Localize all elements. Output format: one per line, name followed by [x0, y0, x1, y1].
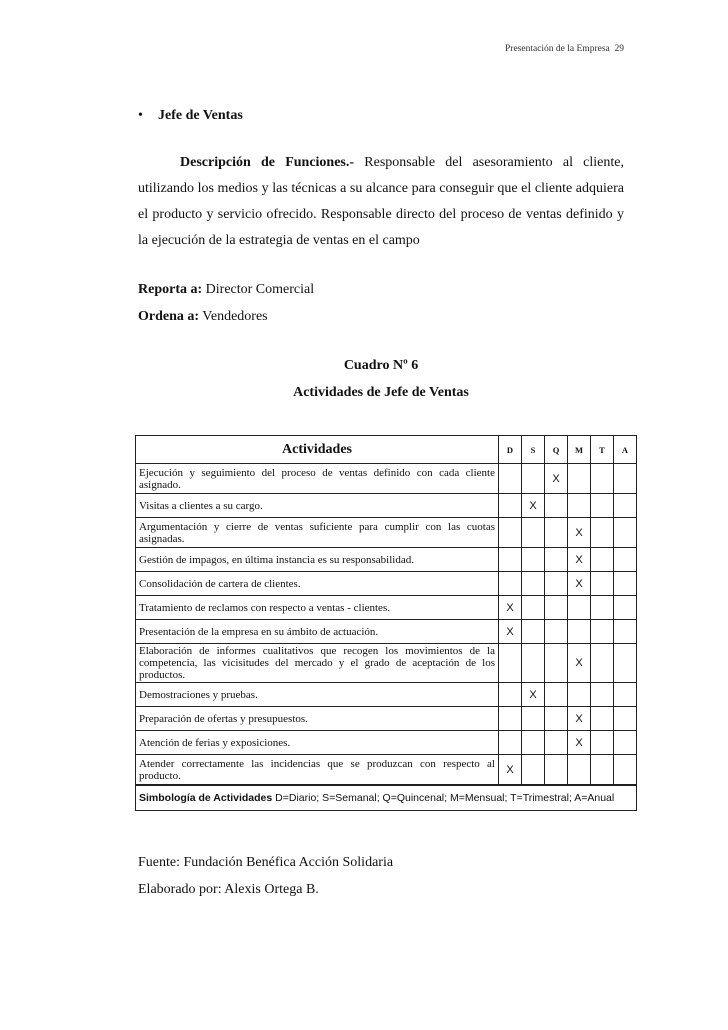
mark-cell-d [499, 707, 522, 731]
mark-cell-d [499, 572, 522, 596]
table-row [136, 572, 637, 596]
mark-cell-d: X [499, 596, 522, 620]
mark-cell-s: X [522, 494, 545, 518]
source-line: Fuente: Fundación Benéfica Acción Solidaria [138, 855, 394, 870]
ordena-value: Vendedores [199, 309, 268, 324]
table-row [136, 620, 637, 644]
mark-cell-m: X [568, 731, 591, 755]
page-number: 29 [614, 44, 624, 54]
table-header-row [136, 436, 637, 464]
mark-cell-t [591, 548, 614, 572]
ordena-line [138, 309, 268, 325]
mark-cell-q [545, 572, 568, 596]
mark-cell-q [545, 683, 568, 707]
running-title: Presentación de la Empresa [505, 44, 610, 54]
mark-cell-s [522, 755, 545, 786]
mark-cell-t [591, 572, 614, 596]
mark-cell-t [591, 755, 614, 786]
table-number: Cuadro Nº 6 [343, 358, 419, 373]
mark-cell-a [614, 731, 637, 755]
reporta-line [138, 282, 314, 298]
mark-cell-d [499, 518, 522, 548]
mark-cell-s [522, 596, 545, 620]
mark-cell-a [614, 644, 637, 683]
mark-cell-q [545, 494, 568, 518]
table-row [136, 644, 637, 683]
mark-cell-t [591, 644, 614, 683]
running-header [505, 44, 624, 54]
reporta-value: Director Comercial [202, 282, 315, 297]
mark-cell-m [568, 596, 591, 620]
activity-cell: Atender correctamente las incidencias que se produzcan con respecto al producto. [136, 755, 499, 786]
legend-label: Simbología de Actividades [139, 792, 273, 804]
table-row [136, 518, 637, 548]
author-line: Elaborado por: Alexis Ortega B. [138, 882, 319, 897]
table-row [136, 494, 637, 518]
table-row [136, 731, 637, 755]
activity-cell: Atención de ferias y exposiciones. [136, 731, 499, 755]
mark-cell-s [522, 464, 545, 494]
mark-cell-q [545, 596, 568, 620]
mark-cell-m: X [568, 548, 591, 572]
table-row [136, 596, 637, 620]
mark-cell-t [591, 494, 614, 518]
mark-cell-m: X [568, 707, 591, 731]
mark-cell-a [614, 494, 637, 518]
activity-cell: Demostraciones y pruebas. [136, 683, 499, 707]
mark-cell-s: X [522, 683, 545, 707]
table-row [136, 683, 637, 707]
mark-cell-m [568, 464, 591, 494]
activity-cell: Argumentación y cierre de ventas suficiente para cumplir con las cuotas asignadas. [136, 518, 499, 548]
mark-cell-s [522, 548, 545, 572]
table-row [136, 707, 637, 731]
activity-cell: Presentación de la empresa en su ámbito de actuación. [136, 620, 499, 644]
mark-cell-t [591, 596, 614, 620]
activities-table [135, 435, 637, 811]
bullet-icon: • [138, 108, 143, 123]
ordena-label: Ordena a: [138, 309, 200, 324]
mark-cell-d: X [499, 755, 522, 786]
activity-cell: Ejecución y seguimiento del proceso de ventas definido con cada cliente asignado. [136, 464, 499, 494]
reporta-label: Reporta a: [138, 282, 203, 297]
legend-cell [136, 785, 637, 811]
mark-cell-t [591, 464, 614, 494]
table-body [136, 464, 637, 786]
description-label: Descripción de Funciones.- [180, 155, 355, 170]
mark-cell-a [614, 548, 637, 572]
freq-header-m: M [568, 436, 591, 464]
activity-cell: Tratamiento de reclamos con respecto a ventas - clientes. [136, 596, 499, 620]
mark-cell-q [545, 644, 568, 683]
mark-cell-q [545, 518, 568, 548]
mark-cell-m [568, 755, 591, 786]
mark-cell-d [499, 731, 522, 755]
mark-cell-a [614, 707, 637, 731]
mark-cell-a [614, 620, 637, 644]
freq-header-a: A [614, 436, 637, 464]
mark-cell-m [568, 620, 591, 644]
activity-column-header: Actividades [136, 436, 499, 464]
mark-cell-t [591, 707, 614, 731]
mark-cell-d [499, 683, 522, 707]
mark-cell-q [545, 755, 568, 786]
mark-cell-s [522, 707, 545, 731]
activity-cell: Visitas a clientes a su cargo. [136, 494, 499, 518]
mark-cell-s [522, 572, 545, 596]
mark-cell-t [591, 683, 614, 707]
freq-header-s: S [522, 436, 545, 464]
activity-cell: Preparación de ofertas y presupuestos. [136, 707, 499, 731]
mark-cell-q [545, 731, 568, 755]
mark-cell-q [545, 620, 568, 644]
mark-cell-m: X [568, 518, 591, 548]
mark-cell-q: X [545, 464, 568, 494]
description-text: Responsable del asesoramiento al cliente, utilizando los medios y las técnicas a su alcance para conseguir que el cliente adquiera el producto y servicio ofrecido. Responsable directo del proceso de ventas definido y la ejecución de la estrategia de ventas en el campo [138, 155, 624, 248]
mark-cell-a [614, 683, 637, 707]
mark-cell-d [499, 494, 522, 518]
mark-cell-s [522, 518, 545, 548]
freq-header-q: Q [545, 436, 568, 464]
activity-cell: Elaboración de informes cualitativos que recogen los movimientos de la competencia, las vicisitudes del mercado y el grado de aceptación de los productos. [136, 644, 499, 683]
table-row [136, 755, 637, 786]
table-row [136, 548, 637, 572]
mark-cell-t [591, 731, 614, 755]
activity-cell: Consolidación de cartera de clientes. [136, 572, 499, 596]
mark-cell-a [614, 596, 637, 620]
description-paragraph [138, 150, 624, 254]
mark-cell-s [522, 731, 545, 755]
legend-text: D=Diario; S=Semanal; Q=Quincenal; M=Mensual; T=Trimestral; A=Anual [272, 792, 615, 804]
mark-cell-q [545, 707, 568, 731]
mark-cell-a [614, 518, 637, 548]
mark-cell-m [568, 494, 591, 518]
mark-cell-m: X [568, 572, 591, 596]
section-title: Jefe de Ventas [158, 108, 243, 123]
table-title: Actividades de Jefe de Ventas [293, 385, 469, 400]
mark-cell-a [614, 755, 637, 786]
table-row [136, 464, 637, 494]
mark-cell-d [499, 644, 522, 683]
freq-header-d: D [499, 436, 522, 464]
legend-row [136, 785, 637, 811]
mark-cell-s [522, 644, 545, 683]
mark-cell-a [614, 572, 637, 596]
mark-cell-d: X [499, 620, 522, 644]
mark-cell-t [591, 620, 614, 644]
mark-cell-d [499, 464, 522, 494]
activity-cell: Gestión de impagos, en última instancia es su responsabilidad. [136, 548, 499, 572]
mark-cell-m [568, 683, 591, 707]
mark-cell-t [591, 518, 614, 548]
mark-cell-d [499, 548, 522, 572]
freq-header-t: T [591, 436, 614, 464]
mark-cell-m: X [568, 644, 591, 683]
mark-cell-a [614, 464, 637, 494]
mark-cell-q [545, 548, 568, 572]
mark-cell-s [522, 620, 545, 644]
